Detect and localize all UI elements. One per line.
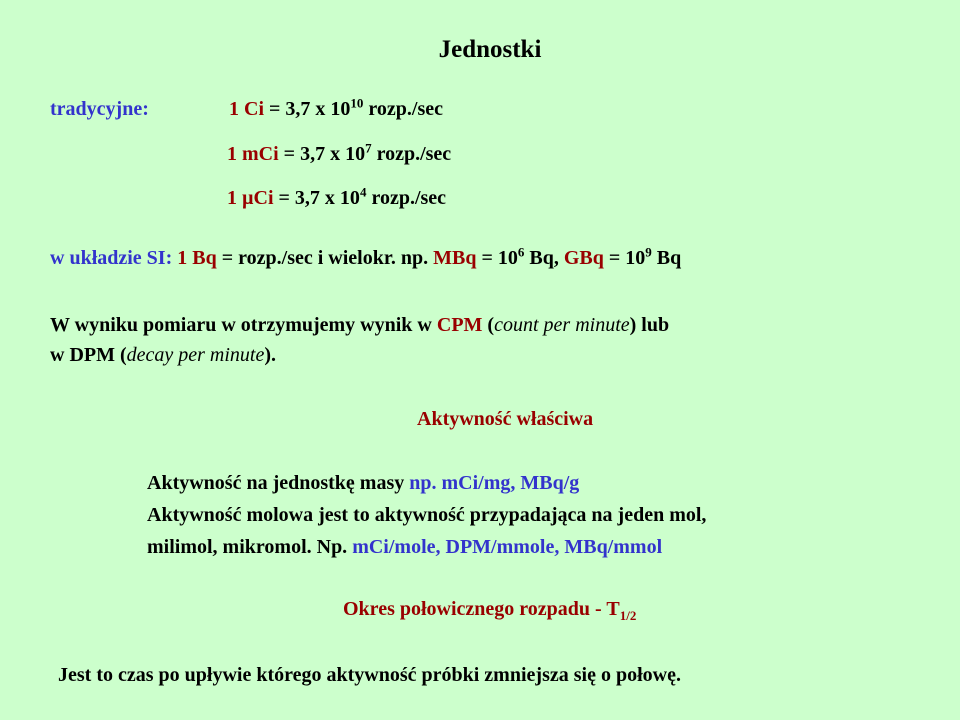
row-exp: 7 (365, 140, 372, 156)
dpm-tail: ). (264, 344, 277, 366)
specific-line-1 (147, 471, 579, 495)
halflife-subscript: 1/2 (619, 608, 637, 623)
traditional-row-ci (229, 97, 443, 121)
halflife-heading-text: Okres połowicznego rozpadu - T (343, 598, 620, 620)
specific-units-1: np. mCi/mg, MBq/g (409, 472, 580, 494)
measurement-tail: ) lub (629, 314, 670, 336)
specific-line-3 (147, 535, 662, 559)
dpm-text: w DPM ( (50, 344, 127, 366)
unit-mci: 1 mCi (227, 143, 279, 165)
unit-uci: 1 µCi (227, 187, 274, 209)
unit-ci: 1 Ci (229, 98, 264, 120)
si-label: w układzie SI: (50, 247, 173, 269)
si-eq: = rozp./sec i wielokr. np. (216, 247, 434, 269)
measurement-paren: ( (482, 314, 495, 336)
specific-text-3: milimol, mikromol. Np. (147, 536, 353, 558)
row-eq: = 3,7 x 10 (264, 98, 351, 120)
si-line (50, 246, 681, 270)
page-title: Jednostki (438, 36, 542, 63)
row-tail: rozp./sec (371, 143, 452, 165)
traditional-label: tradycyjne: (50, 98, 149, 120)
si-mbq-tail: Bq, (524, 247, 564, 269)
measurement-line-1 (50, 313, 669, 337)
row-exp: 10 (350, 95, 364, 111)
specific-activity-heading: Aktywność właściwa (417, 408, 594, 430)
si-gbq-tail: Bq (651, 247, 682, 269)
cpm-label: CPM (436, 314, 483, 336)
traditional-row-mci (227, 142, 451, 166)
row-tail: rozp./sec (366, 187, 447, 209)
specific-text-1: Aktywność na jednostkę masy (147, 472, 410, 494)
specific-line-2: Aktywność molowa jest to aktywność przypadająca na jeden mol, (147, 504, 707, 526)
halflife-heading (343, 597, 636, 621)
si-mbq-eq: = 10 (476, 247, 518, 269)
si-gbq-exp: 9 (645, 244, 652, 260)
measurement-text: W wyniku pomiaru w otrzymujemy wynik w (50, 314, 437, 336)
specific-units-3: mCi/mole, DPM/mmole, MBq/mmol (352, 536, 663, 558)
row-eq: = 3,7 x 10 (278, 143, 366, 165)
unit-bq: 1 Bq (177, 247, 217, 269)
halflife-definition: Jest to czas po upływie którego aktywność próbki zmniejsza się o połowę. (58, 664, 681, 686)
measurement-line-2 (50, 343, 276, 367)
traditional-row-uci (227, 186, 446, 210)
si-mbq-exp: 6 (517, 244, 525, 260)
cpm-description: count per minute (494, 314, 630, 336)
unit-mbq: MBq (433, 247, 477, 269)
row-eq: = 3,7 x 10 (273, 187, 360, 209)
dpm-description: decay per minute (126, 344, 265, 366)
row-exp: 4 (359, 184, 367, 200)
unit-gbq: GBq (563, 247, 604, 269)
si-gbq-eq: = 10 (603, 247, 646, 269)
row-tail: rozp./sec (363, 98, 444, 120)
